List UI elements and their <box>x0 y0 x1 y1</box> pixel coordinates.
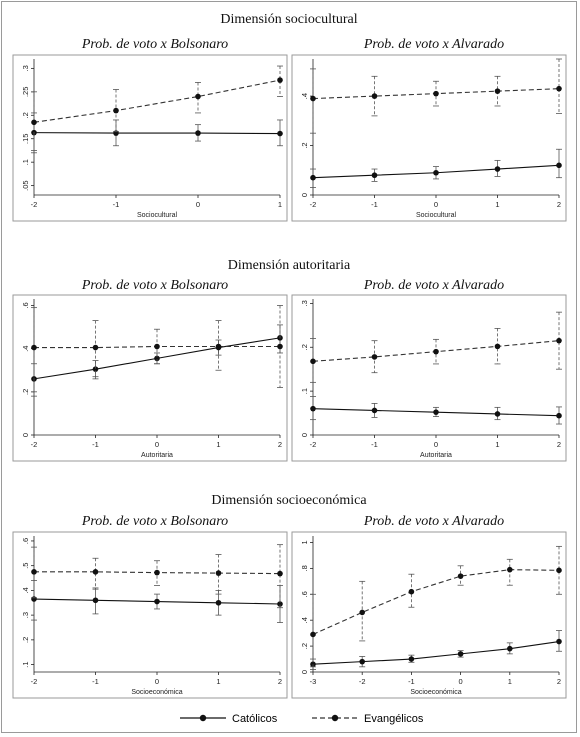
y-tick-label: .2 <box>300 344 309 351</box>
y-tick-label: 0 <box>300 432 309 438</box>
x-tick-label: 0 <box>458 677 463 686</box>
catolicos-point <box>495 411 501 417</box>
catolicos-point <box>310 406 316 412</box>
legend <box>2 709 576 727</box>
evangelicos-point <box>93 569 99 575</box>
evangelicos-point <box>372 354 378 360</box>
x-tick-label: 2 <box>277 677 283 686</box>
x-tick-label: 1 <box>216 440 221 449</box>
evangelicos-point <box>310 358 316 364</box>
evangelicos-point <box>359 610 365 616</box>
x-tick-label: -1 <box>371 200 378 209</box>
section-title-socioeconomica: Dimensión socioeconómica <box>211 493 367 508</box>
evangelicos-point <box>310 96 316 102</box>
catolicos-point <box>154 599 160 605</box>
evangelicos-series-line <box>34 80 280 122</box>
panel-border <box>13 295 287 461</box>
evangelicos-point <box>154 344 160 350</box>
y-tick-label: .6 <box>300 591 309 598</box>
evangelicos-point <box>556 568 562 574</box>
panel-title-autoritaria-alvarado: Prob. de voto x Alvarado <box>363 278 505 293</box>
y-tick-label: .4 <box>21 587 30 594</box>
figure-frame <box>1 1 577 733</box>
panel-title-autoritaria-bolsonaro: Prob. de voto x Bolsonaro <box>81 278 229 293</box>
catolicos-point <box>310 175 316 181</box>
evangelicos-point <box>556 338 562 344</box>
y-tick-label: 0 <box>300 192 309 198</box>
catolicos-point <box>31 596 37 602</box>
panel-title-sociocultural-bolsonaro: Prob. de voto x Bolsonaro <box>81 37 229 52</box>
catolicos-point <box>372 408 378 414</box>
chart-sociocultural-alvarado <box>291 55 567 221</box>
panel-border <box>292 295 566 461</box>
y-tick-label: .2 <box>300 642 309 650</box>
x-tick-label: -2 <box>358 677 366 686</box>
panel-border <box>292 532 566 698</box>
y-tick-label: .05 <box>21 180 30 191</box>
y-tick-label: .2 <box>21 112 30 119</box>
x-tick-label: -1 <box>112 200 120 209</box>
chart-socioeconomica-bolsonaro <box>12 532 288 698</box>
evangelicos-point <box>507 567 513 573</box>
y-tick-label: .1 <box>21 661 30 668</box>
y-tick-label: .15 <box>21 133 30 144</box>
evangelicos-point <box>154 570 160 576</box>
y-tick-label: .3 <box>21 611 30 619</box>
chart-autoritaria-alvarado <box>291 295 567 461</box>
section-title-sociocultural: Dimensión sociocultural <box>220 12 358 27</box>
y-tick-label: .3 <box>300 300 309 307</box>
y-tick-label: .4 <box>300 617 309 624</box>
evangelicos-point <box>409 589 415 595</box>
x-tick-label: 2 <box>556 440 562 449</box>
evangelicos-point <box>216 570 222 576</box>
x-tick-label: -1 <box>92 677 99 686</box>
y-tick-label: 0 <box>300 669 309 675</box>
x-tick-label: -2 <box>30 440 38 449</box>
evangelicos-point <box>216 344 222 350</box>
x-tick-label: 0 <box>433 440 439 449</box>
y-tick-label: .8 <box>300 565 309 572</box>
evangelicos-point <box>31 569 37 575</box>
x-tick-label: 0 <box>154 440 160 449</box>
x-axis-title: Autoritaria <box>141 452 173 459</box>
evangelicos-point <box>433 91 439 97</box>
catolicos-point <box>458 651 464 657</box>
x-tick-label: -2 <box>30 200 38 209</box>
x-tick-label: -2 <box>30 677 38 686</box>
x-tick-label: -2 <box>309 200 317 209</box>
chart-autoritaria-bolsonaro <box>12 295 288 461</box>
legend-catolicos-marker <box>200 715 206 721</box>
y-tick-label: .4 <box>300 92 309 100</box>
evangelicos-point <box>458 573 464 579</box>
evangelicos-point <box>433 349 439 355</box>
x-tick-label: 1 <box>495 440 500 449</box>
catolicos-point <box>507 646 513 652</box>
legend-catolicos <box>180 713 278 725</box>
y-tick-label: .3 <box>21 65 30 72</box>
y-tick-label: .1 <box>21 159 30 166</box>
evangelicos-point <box>556 86 562 92</box>
x-tick-label: -1 <box>92 440 99 449</box>
catolicos-point <box>556 639 562 645</box>
evangelicos-point <box>31 120 37 126</box>
x-tick-label: 2 <box>277 440 283 449</box>
x-tick-label: 1 <box>277 200 283 209</box>
panel-title-sociocultural-alvarado: Prob. de voto x Alvarado <box>363 37 505 52</box>
y-tick-label: .2 <box>21 636 30 643</box>
evangelicos-point <box>113 108 119 114</box>
evangelicos-point <box>195 94 201 100</box>
x-tick-label: 1 <box>507 677 512 686</box>
chart-socioeconomica-alvarado <box>291 532 567 698</box>
evangelicos-point <box>277 344 283 350</box>
panel-title-socioeconomica-bolsonaro: Prob. de voto x Bolsonaro <box>81 514 229 529</box>
catolicos-point <box>216 600 222 606</box>
panel-border <box>13 55 287 221</box>
x-axis-title: Socioeconómica <box>131 689 183 696</box>
catolicos-point <box>433 409 439 415</box>
x-axis-title: Autoritaria <box>420 452 452 459</box>
legend-evangelicos <box>312 713 424 725</box>
y-tick-label: .4 <box>21 345 30 352</box>
evangelicos-point <box>495 88 501 94</box>
x-tick-label: 1 <box>216 677 221 686</box>
y-tick-label: .25 <box>21 86 30 98</box>
y-tick-label: .5 <box>21 562 30 569</box>
x-tick-label: 2 <box>556 677 562 686</box>
x-tick-label: 0 <box>195 200 201 209</box>
y-tick-label: 0 <box>21 432 30 438</box>
catolicos-point <box>93 597 99 603</box>
catolicos-point <box>359 659 365 665</box>
evangelicos-series-line <box>313 570 559 635</box>
chart-sociocultural-bolsonaro <box>12 55 288 221</box>
evangelicos-point <box>277 571 283 577</box>
evangelicos-point <box>93 345 99 351</box>
catolicos-point <box>556 413 562 419</box>
catolicos-point <box>556 163 562 169</box>
catolicos-series-line <box>34 133 280 134</box>
x-tick-label: 1 <box>495 200 500 209</box>
evangelicos-point <box>310 632 316 638</box>
panel-border <box>13 532 287 698</box>
catolicos-point <box>409 656 415 662</box>
x-axis-title: Socioeconómica <box>410 689 462 696</box>
catolicos-point <box>433 170 439 176</box>
y-tick-label: .2 <box>21 388 30 395</box>
x-tick-label: -2 <box>309 440 317 449</box>
x-axis-title: Sociocultural <box>415 212 457 219</box>
legend-evangelicos-marker <box>332 715 338 721</box>
catolicos-point <box>495 166 501 172</box>
x-tick-label: -3 <box>309 677 317 686</box>
catolicos-series-line <box>313 642 559 665</box>
legend-evangelicos-label: Evangélicos <box>364 713 424 725</box>
catolicos-point <box>372 172 378 178</box>
evangelicos-point <box>495 344 501 350</box>
x-tick-label: -1 <box>408 677 415 686</box>
x-axis-title: Sociocultural <box>136 212 178 219</box>
catolicos-point <box>277 131 283 137</box>
panel-border <box>292 55 566 221</box>
y-tick-label: 1 <box>300 540 309 545</box>
y-tick-label: .6 <box>21 302 30 309</box>
x-tick-label: 2 <box>556 200 562 209</box>
x-tick-label: 0 <box>433 200 439 209</box>
evangelicos-point <box>372 93 378 99</box>
evangelicos-point <box>31 345 37 351</box>
catolicos-point <box>195 130 201 136</box>
legend-catolicos-label: Católicos <box>232 713 278 725</box>
evangelicos-point <box>277 77 283 83</box>
x-tick-label: -1 <box>371 440 378 449</box>
y-tick-label: .2 <box>300 142 309 149</box>
y-tick-label: .1 <box>300 387 309 395</box>
panel-title-socioeconomica-alvarado: Prob. de voto x Alvarado <box>363 514 505 529</box>
x-tick-label: 0 <box>154 677 160 686</box>
y-tick-label: .6 <box>21 537 30 545</box>
section-title-autoritaria: Dimensión autoritaria <box>227 258 351 273</box>
legend-graphics <box>2 709 576 727</box>
